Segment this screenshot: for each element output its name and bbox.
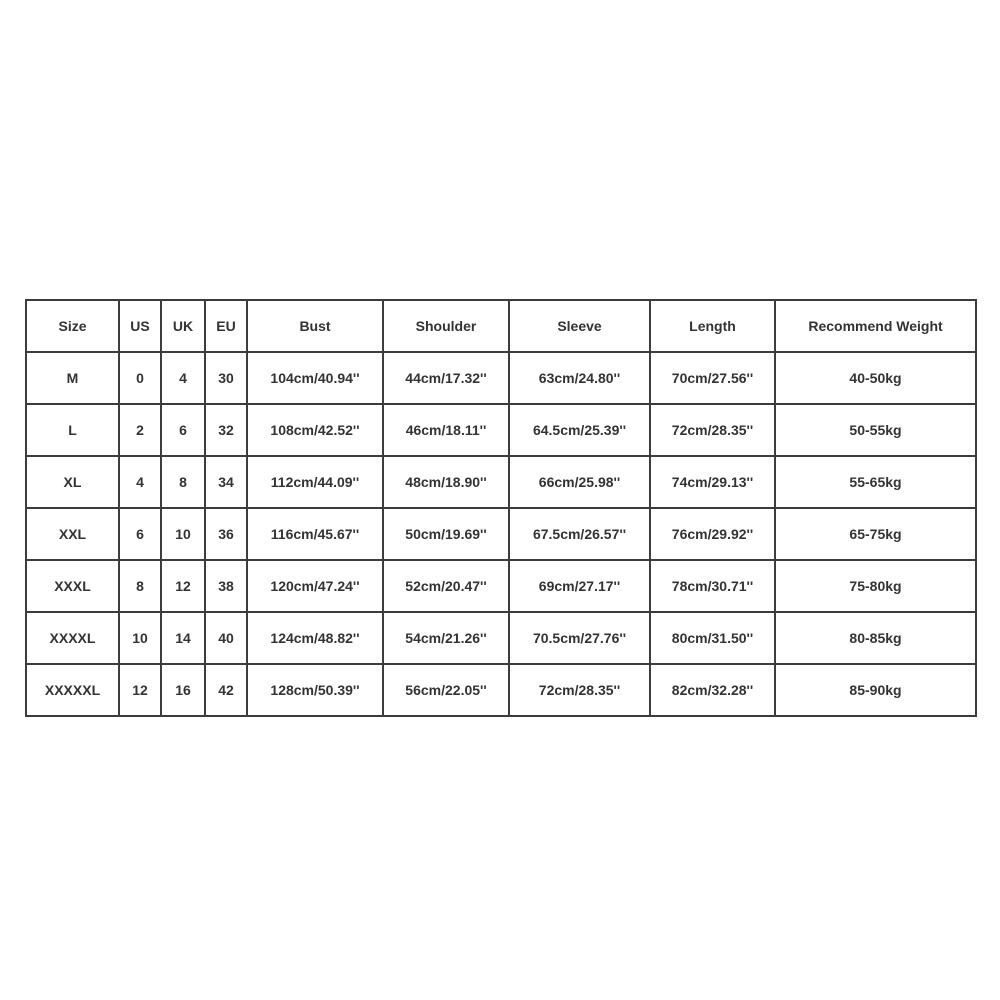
cell-bust: 108cm/42.52'' xyxy=(247,404,383,456)
cell-eu: 42 xyxy=(205,664,247,716)
cell-size: XL xyxy=(26,456,119,508)
header-size: Size xyxy=(26,300,119,352)
cell-size: M xyxy=(26,352,119,404)
cell-eu: 38 xyxy=(205,560,247,612)
header-eu: EU xyxy=(205,300,247,352)
cell-size: XXL xyxy=(26,508,119,560)
cell-recommend-weight: 65-75kg xyxy=(775,508,976,560)
cell-eu: 34 xyxy=(205,456,247,508)
cell-size: XXXXXL xyxy=(26,664,119,716)
header-bust: Bust xyxy=(247,300,383,352)
cell-bust: 124cm/48.82'' xyxy=(247,612,383,664)
cell-length: 74cm/29.13'' xyxy=(650,456,775,508)
cell-shoulder: 56cm/22.05'' xyxy=(383,664,509,716)
cell-length: 80cm/31.50'' xyxy=(650,612,775,664)
table-row xyxy=(26,612,976,664)
header-shoulder: Shoulder xyxy=(383,300,509,352)
header-row xyxy=(26,300,976,352)
cell-us: 12 xyxy=(119,664,161,716)
table-row xyxy=(26,404,976,456)
cell-sleeve: 63cm/24.80'' xyxy=(509,352,650,404)
cell-bust: 112cm/44.09'' xyxy=(247,456,383,508)
table-row xyxy=(26,508,976,560)
cell-recommend-weight: 85-90kg xyxy=(775,664,976,716)
table-row xyxy=(26,456,976,508)
cell-sleeve: 72cm/28.35'' xyxy=(509,664,650,716)
cell-sleeve: 70.5cm/27.76'' xyxy=(509,612,650,664)
cell-us: 4 xyxy=(119,456,161,508)
cell-length: 82cm/32.28'' xyxy=(650,664,775,716)
cell-length: 72cm/28.35'' xyxy=(650,404,775,456)
cell-uk: 10 xyxy=(161,508,205,560)
cell-shoulder: 54cm/21.26'' xyxy=(383,612,509,664)
cell-us: 10 xyxy=(119,612,161,664)
cell-bust: 120cm/47.24'' xyxy=(247,560,383,612)
cell-size: XXXXL xyxy=(26,612,119,664)
table-row xyxy=(26,352,976,404)
cell-length: 76cm/29.92'' xyxy=(650,508,775,560)
cell-recommend-weight: 55-65kg xyxy=(775,456,976,508)
cell-shoulder: 52cm/20.47'' xyxy=(383,560,509,612)
header-recommend-weight: Recommend Weight xyxy=(775,300,976,352)
table-row xyxy=(26,560,976,612)
cell-length: 78cm/30.71'' xyxy=(650,560,775,612)
cell-length: 70cm/27.56'' xyxy=(650,352,775,404)
cell-sleeve: 66cm/25.98'' xyxy=(509,456,650,508)
cell-size: XXXL xyxy=(26,560,119,612)
cell-bust: 104cm/40.94'' xyxy=(247,352,383,404)
cell-shoulder: 44cm/17.32'' xyxy=(383,352,509,404)
cell-eu: 30 xyxy=(205,352,247,404)
cell-recommend-weight: 80-85kg xyxy=(775,612,976,664)
cell-bust: 116cm/45.67'' xyxy=(247,508,383,560)
header-us: US xyxy=(119,300,161,352)
cell-shoulder: 46cm/18.11'' xyxy=(383,404,509,456)
cell-shoulder: 50cm/19.69'' xyxy=(383,508,509,560)
cell-recommend-weight: 50-55kg xyxy=(775,404,976,456)
cell-us: 2 xyxy=(119,404,161,456)
cell-eu: 40 xyxy=(205,612,247,664)
cell-bust: 128cm/50.39'' xyxy=(247,664,383,716)
size-chart-table xyxy=(25,299,977,717)
cell-size: L xyxy=(26,404,119,456)
cell-sleeve: 64.5cm/25.39'' xyxy=(509,404,650,456)
header-uk: UK xyxy=(161,300,205,352)
cell-eu: 32 xyxy=(205,404,247,456)
header-length: Length xyxy=(650,300,775,352)
table-row xyxy=(26,664,976,716)
cell-uk: 16 xyxy=(161,664,205,716)
cell-uk: 14 xyxy=(161,612,205,664)
cell-eu: 36 xyxy=(205,508,247,560)
cell-recommend-weight: 40-50kg xyxy=(775,352,976,404)
cell-uk: 8 xyxy=(161,456,205,508)
cell-sleeve: 67.5cm/26.57'' xyxy=(509,508,650,560)
cell-us: 0 xyxy=(119,352,161,404)
cell-uk: 6 xyxy=(161,404,205,456)
cell-sleeve: 69cm/27.17'' xyxy=(509,560,650,612)
cell-us: 6 xyxy=(119,508,161,560)
cell-uk: 12 xyxy=(161,560,205,612)
cell-shoulder: 48cm/18.90'' xyxy=(383,456,509,508)
cell-uk: 4 xyxy=(161,352,205,404)
cell-us: 8 xyxy=(119,560,161,612)
cell-recommend-weight: 75-80kg xyxy=(775,560,976,612)
header-sleeve: Sleeve xyxy=(509,300,650,352)
